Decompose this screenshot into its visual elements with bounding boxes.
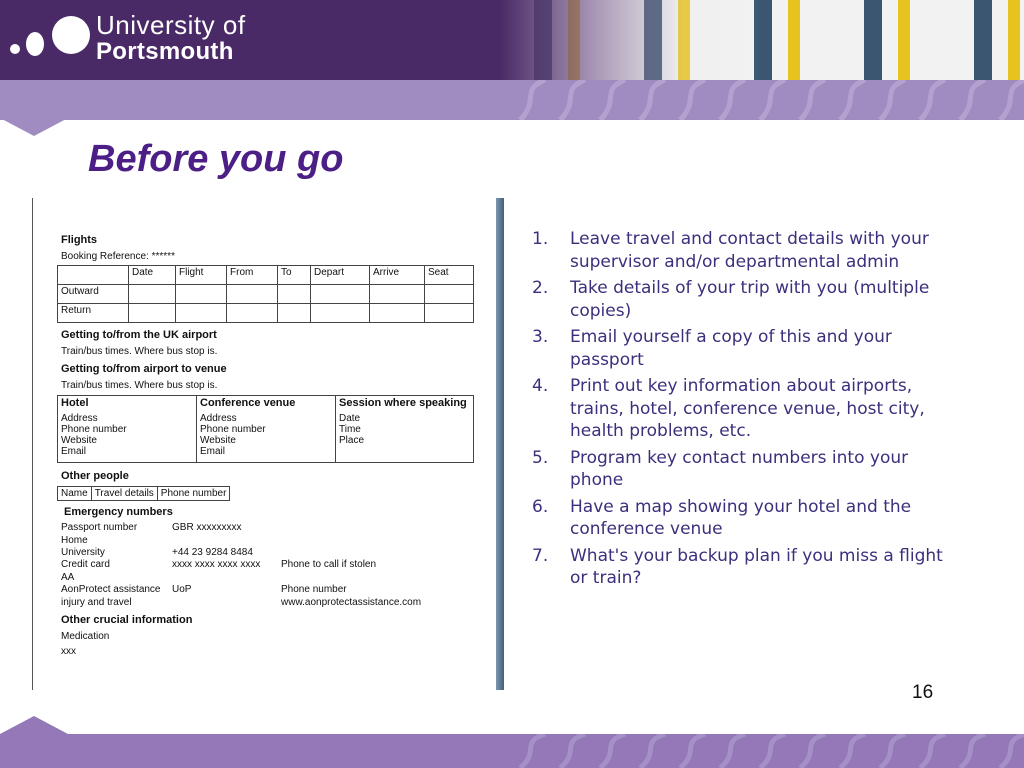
list-number: 6. bbox=[532, 496, 549, 517]
session-line: Time bbox=[339, 424, 361, 435]
table-header-cell: Depart bbox=[311, 266, 370, 285]
booking-reference: Booking Reference: ****** bbox=[61, 251, 175, 262]
table-header-cell: Flight bbox=[176, 266, 227, 285]
session-heading: Session where speaking bbox=[339, 397, 467, 409]
emergency-value: UoP bbox=[172, 584, 192, 595]
list-number: 1. bbox=[532, 229, 549, 249]
hotel-line: Phone number bbox=[61, 424, 127, 435]
emergency-heading: Emergency numbers bbox=[64, 506, 173, 518]
other-people-heading: Other people bbox=[61, 470, 129, 482]
table-header-cell: Date bbox=[129, 266, 176, 285]
checklist bbox=[528, 228, 948, 594]
emergency-value: +44 23 9284 8484 bbox=[172, 547, 253, 558]
session-cell bbox=[336, 396, 474, 463]
list-number: 3. bbox=[532, 327, 549, 347]
table-row bbox=[58, 396, 474, 463]
list-text: Take details of your trip with you (multiple copies) bbox=[570, 278, 930, 321]
hotel-line: Address bbox=[61, 413, 98, 424]
band-pointer-bottom bbox=[0, 716, 68, 734]
table-header-cell: Seat bbox=[425, 266, 474, 285]
table-header-cell: Name bbox=[58, 487, 92, 501]
travel-form-image bbox=[32, 198, 505, 690]
table-row bbox=[58, 487, 230, 501]
table-row bbox=[58, 285, 474, 304]
table-row bbox=[58, 266, 474, 285]
university-logo-icon bbox=[10, 14, 90, 64]
band-pointer-top bbox=[0, 118, 68, 136]
list-text: What's your backup plan if you miss a flight or train? bbox=[570, 545, 943, 588]
table-header-cell: To bbox=[278, 266, 311, 285]
logo-text-university: University of bbox=[96, 10, 246, 40]
list-item bbox=[528, 545, 948, 590]
list-number: 5. bbox=[532, 447, 549, 468]
emergency-extra: www.aonprotectassistance.com bbox=[281, 597, 422, 608]
decorative-band-bottom bbox=[0, 734, 1024, 768]
session-line: Date bbox=[339, 413, 361, 424]
table-header-cell: Arrive bbox=[370, 266, 425, 285]
hotel-line: Website bbox=[61, 435, 97, 446]
wave-pattern-icon bbox=[0, 734, 1024, 768]
emergency-extra: Phone number bbox=[281, 584, 347, 595]
venue-line: Website bbox=[200, 435, 236, 446]
emergency-value: xxxx xxxx xxxx xxxx bbox=[172, 559, 261, 570]
table-cell bbox=[58, 266, 129, 285]
venue-text: Train/bus times. Where bus stop is. bbox=[61, 380, 218, 391]
header-banner bbox=[0, 0, 1024, 80]
decorative-band-top bbox=[0, 80, 1024, 120]
emergency-value: GBR xxxxxxxxx bbox=[172, 522, 242, 533]
emergency-label: Credit card bbox=[61, 559, 110, 570]
table-row-label: Outward bbox=[58, 285, 129, 304]
other-people-table bbox=[57, 486, 230, 501]
table-header-cell: Phone number bbox=[157, 487, 230, 501]
venue-line: Email bbox=[200, 446, 226, 457]
list-item bbox=[528, 496, 948, 541]
flights-table bbox=[57, 265, 474, 323]
uk-airport-text: Train/bus times. Where bus stop is. bbox=[61, 346, 218, 357]
crucial-heading: Other crucial information bbox=[61, 614, 193, 626]
wave-pattern-icon bbox=[0, 80, 1024, 120]
venue-heading: Getting to/from airport to venue bbox=[61, 363, 227, 375]
list-item bbox=[528, 326, 948, 371]
venue-line: Address bbox=[200, 413, 237, 424]
list-text: Email yourself a copy of this and your passport bbox=[570, 327, 892, 370]
list-number: 2. bbox=[532, 278, 549, 298]
emergency-label: AA bbox=[61, 572, 75, 583]
list-item bbox=[528, 228, 948, 273]
list-item bbox=[528, 375, 948, 443]
hotel-line: Email bbox=[61, 446, 87, 457]
list-text: Program key contact numbers into your phone bbox=[570, 447, 909, 490]
list-text: Leave travel and contact details with your supervisor and/or departmental admin bbox=[570, 229, 929, 272]
panel-shadow-bar bbox=[496, 198, 504, 690]
crucial-line: xxx bbox=[61, 646, 76, 657]
table-header-cell: Travel details bbox=[91, 487, 157, 501]
list-text: Print out key information about airports, trains, hotel, conference venue, host city, health problems, etc. bbox=[570, 376, 925, 441]
flights-heading: Flights bbox=[61, 234, 98, 246]
hotel-cell bbox=[58, 396, 197, 463]
conference-venue-cell bbox=[197, 396, 336, 463]
list-number: 7. bbox=[532, 545, 549, 566]
conference-venue-heading: Conference venue bbox=[200, 397, 296, 409]
list-item bbox=[528, 447, 948, 492]
list-number: 4. bbox=[532, 376, 549, 396]
emergency-label: Passport number bbox=[61, 522, 138, 533]
list-item bbox=[528, 277, 948, 322]
emergency-label: injury and travel bbox=[61, 597, 132, 608]
table-row bbox=[58, 304, 474, 323]
table-header-cell: From bbox=[227, 266, 278, 285]
emergency-label: Home bbox=[61, 535, 88, 546]
venue-line: Phone number bbox=[200, 424, 266, 435]
building-photo bbox=[500, 0, 1024, 80]
emergency-extra: Phone to call if stolen bbox=[281, 559, 377, 570]
emergency-label: University bbox=[61, 547, 105, 558]
session-line: Place bbox=[339, 435, 365, 446]
page-title: Before you go bbox=[88, 138, 344, 180]
hotel-heading: Hotel bbox=[61, 397, 89, 409]
uk-airport-heading: Getting to/from the UK airport bbox=[61, 329, 217, 341]
details-table bbox=[57, 395, 474, 463]
page-number: 16 bbox=[912, 682, 934, 703]
list-text: Have a map showing your hotel and the conference venue bbox=[570, 496, 912, 539]
crucial-line: Medication bbox=[61, 631, 110, 642]
logo-text-portsmouth: Portsmouth bbox=[96, 38, 234, 65]
emergency-label: AonProtect assistance bbox=[61, 584, 161, 595]
table-row-label: Return bbox=[58, 304, 129, 323]
